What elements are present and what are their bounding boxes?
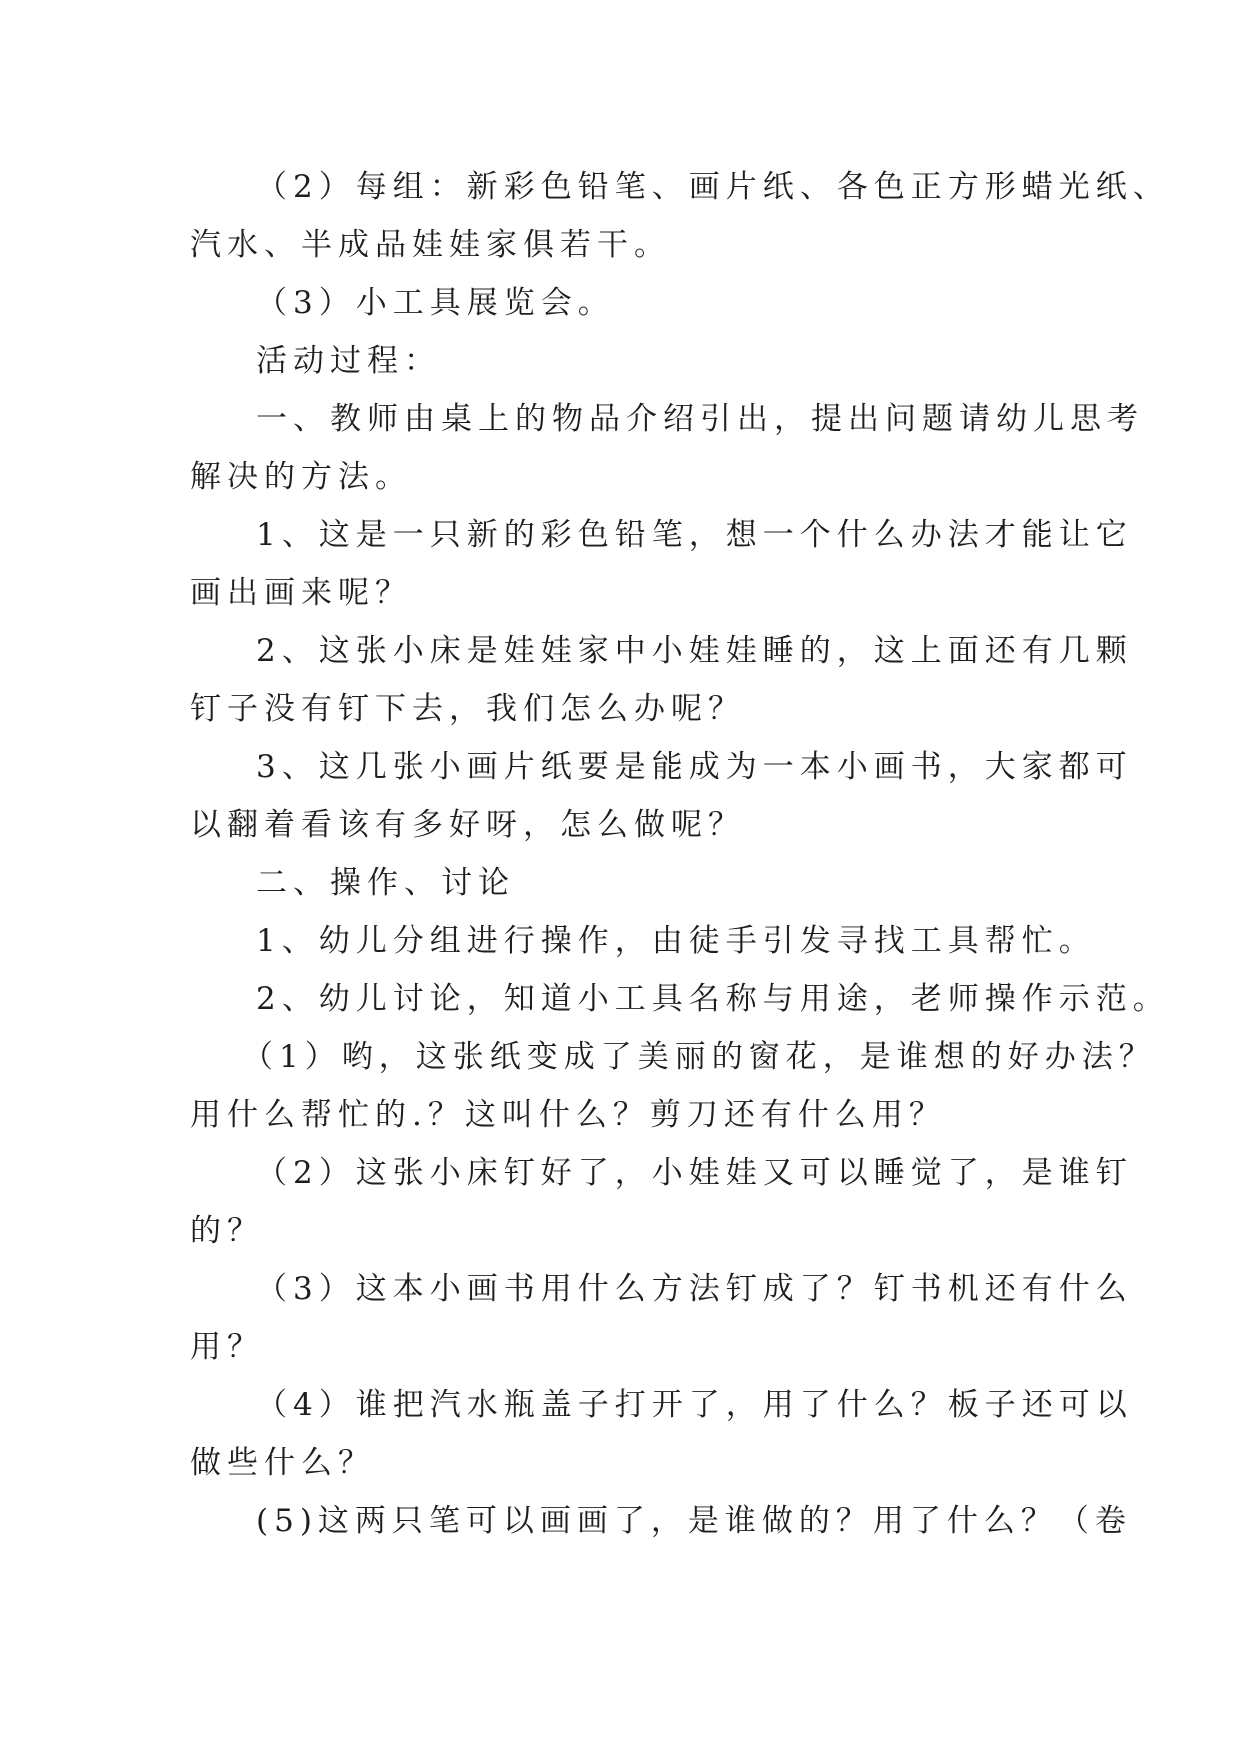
text-line: 汽水、半成品娃娃家俱若干。 bbox=[190, 227, 671, 263]
text-line: 用？ bbox=[190, 1329, 264, 1365]
text-line: 解决的方法。 bbox=[190, 459, 412, 495]
text-line: 画出画来呢？ bbox=[190, 575, 412, 611]
document-body bbox=[190, 158, 1170, 1550]
text-line: （4）谁把汽水瓶盖子打开了，用了什么？板子还可以 bbox=[256, 1387, 1133, 1423]
text-line: （3）这本小画书用什么方法钉成了？钉书机还有什么 bbox=[256, 1271, 1133, 1307]
text-line: 3、这几张小画片纸要是能成为一本小画书，大家都可 bbox=[256, 749, 1133, 785]
text-line: 做些什么？ bbox=[190, 1445, 375, 1481]
text-line: （1）哟，这张纸变成了美丽的窗花，是谁想的好办法？ bbox=[242, 1039, 1156, 1075]
text-line: 2、这张小床是娃娃家中小娃娃睡的，这上面还有几颗 bbox=[256, 633, 1133, 669]
text-line: （2）这张小床钉好了，小娃娃又可以睡觉了，是谁钉 bbox=[256, 1155, 1133, 1191]
text-line: 二、操作、讨论 bbox=[256, 865, 515, 901]
text-line: 活动过程： bbox=[256, 343, 441, 379]
text-line: 钉子没有钉下去，我们怎么办呢？ bbox=[190, 691, 745, 727]
text-line: (5)这两只笔可以画画了，是谁做的？用了什么？（卷 bbox=[256, 1503, 1132, 1539]
text-line: 2、幼儿讨论，知道小工具名称与用途，老师操作示范。 bbox=[256, 981, 1170, 1017]
text-line: 1、幼儿分组进行操作，由徒手引发寻找工具帮忙。 bbox=[256, 923, 1096, 959]
text-line: 1、这是一只新的彩色铅笔，想一个什么办法才能让它 bbox=[256, 517, 1133, 553]
text-line: （2）每组：新彩色铅笔、画片纸、各色正方形蜡光纸、 bbox=[256, 169, 1170, 205]
text-line: 用什么帮忙的.？这叫什么？剪刀还有什么用？ bbox=[190, 1097, 946, 1133]
text-line: 以翻着看该有多好呀，怎么做呢？ bbox=[190, 807, 745, 843]
text-line: 的？ bbox=[190, 1213, 264, 1249]
text-line: 一、教师由桌上的物品介绍引出，提出问题请幼儿思考 bbox=[256, 401, 1144, 437]
text-line: （3）小工具展览会。 bbox=[256, 285, 615, 321]
